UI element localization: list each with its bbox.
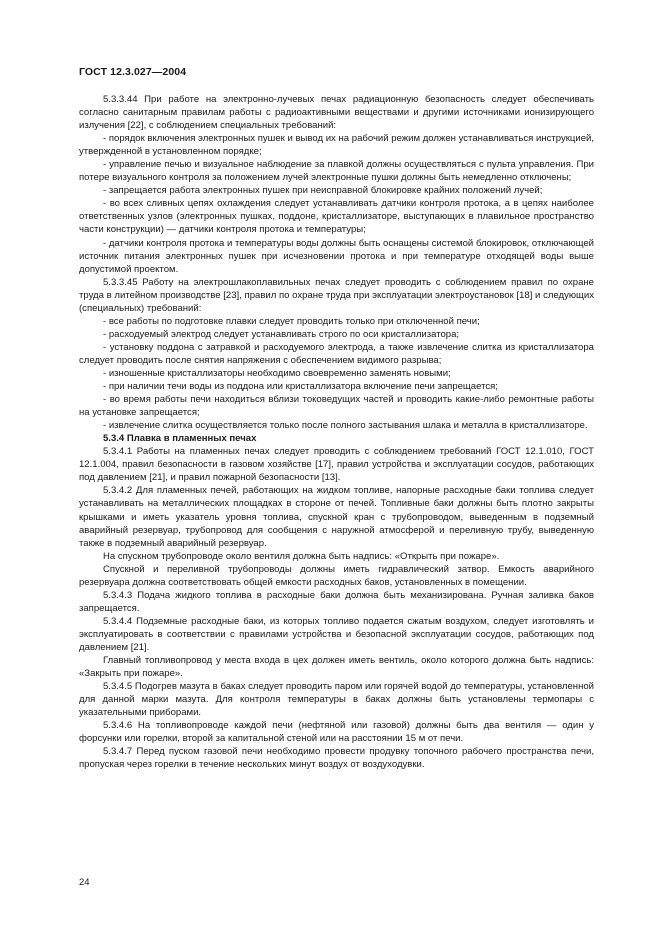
paragraph: 5.3.4.6 На топливопроводе каждой печи (нефтяной или газовой) должны быть два вентиля — один у форсунки или горелки, второй за капитальной стеной или на расстоянии 15 м от печи. xyxy=(79,720,594,745)
list-item: - во всех сливных цепях охлаждения следует устанавливать датчики контроля протока, а в цепях наиболее ответственных узлов (электронных пушках, поддоне, кристаллизаторе, выступающих в плавильное пространство части конструкции) — датчики контроля протока и температуры; xyxy=(79,198,594,236)
paragraph: 5.3.4.3 Подача жидкого топлива в расходные баки должна быть механизирована. Ручная заливка баков запрещается. xyxy=(79,589,594,614)
paragraph: Главный топливопровод у места входа в цех должен иметь вентиль, около которого должна быть надпись: «Закрыть при пожаре». xyxy=(79,655,594,680)
list-item: - датчики контроля протока и температуры воды должны быть оснащены системой блокировок, отключающей источник питания электронных пушек при исчезновении протока и при температуре отходящей воды выше допустимой проектом. xyxy=(79,237,594,275)
list-item: - запрещается работа электронных пушек при неисправной блокировке крайних положений лучей; xyxy=(103,185,543,197)
list-item: - установку поддона с затравкой и расходуемого электрода, а также извлечение слитка из кристаллизатора следует проводить после снятия напряжения с обеспечением видимого разрыва; xyxy=(79,341,594,366)
paragraph: 5.3.4.2 Для пламенных печей, работающих на жидком топливе, напорные расходные баки топлива следует устанавливать на металлических площадках в стороне от печей. Топливные баки должны быть плотно закрыты крышками и иметь указатель уровня топлива, спускной кран с трубопроводом, выведенным в подземный аварийный резервуар, трубопровод для сообщения с наружной атмосферой и переливную трубу, выведенную также в подземный аварийный резервуар. xyxy=(79,485,594,549)
paragraph: 5.3.4.7 Перед пуском газовой печи необходимо провести продувку топочного рабочего пространства печи, пропуская через горелки в течение нескольких минут воздух от воздуходувки. xyxy=(79,746,594,771)
list-item: - порядок включения электронных пушек и вывод их на рабочий режим должен устанавливаться инструкцией, утвержденной в установленном порядке; xyxy=(79,133,594,158)
list-item: - извлечение слитка осуществляется только после полного застывания шлака и металла в кристаллизаторе. xyxy=(103,420,588,432)
paragraph: 5.3.3.44 При работе на электронно-лучевых печах радиационную безопасность следует обеспечивать согласно санитарным правилам работы с радиоактивными веществами и другими источниками ионизирующего излучения [22], с соблюдением специальных требований: xyxy=(79,94,594,132)
document-body xyxy=(79,93,594,771)
list-item: - при наличии течи воды из поддона или кристаллизатора включение печи запрещается; xyxy=(103,381,498,393)
section-heading: 5.3.4 Плавка в пламенных печах xyxy=(103,433,257,445)
page-number: 24 xyxy=(79,877,90,888)
paragraph: 5.3.4.4 Подземные расходные баки, из которых топливо подается сжатым воздухом, следует изготовлять и эксплуатировать в соответствии с правилами устройства и безопасной эксплуатации сосудов, работающих под давлением [21]. xyxy=(79,615,594,653)
paragraph: 5.3.4.1 Работы на пламенных печах следует проводить с соблюдением требований ГОСТ 12.1.010, ГОСТ 12.1.004, правил безопасности в газовом хозяйстве [17], правил устройства и эксплуатации сосудов, работающих под давлением [21], и правил пожарной безопасности [13]. xyxy=(79,446,594,484)
paragraph: 5.3.3.45 Работу на электрошлакоплавильных печах следует проводить с соблюдением правил по охране труда в литейном производстве [23], правил по охране труда при эксплуатации электроустановок [18] и следующих (специальных) требований: xyxy=(79,276,594,314)
list-item: - расходуемый электрод следует устанавливать строго по оси кристаллизатора; xyxy=(103,328,460,340)
document-header: ГОСТ 12.3.027—2004 xyxy=(79,66,187,78)
list-item: - изношенные кристаллизаторы необходимо своевременно заменять новыми; xyxy=(103,367,451,379)
paragraph: На спускном трубопроводе около вентиля должна быть надпись: «Открыть при пожаре». xyxy=(103,550,500,562)
paragraph: 5.3.4.5 Подогрев мазута в баках следует проводить паром или горячей водой до температуры, установленной для данной марки мазута. Для контроля температуры в баках должны быть установлены термопары с указательными приборами. xyxy=(79,681,594,719)
list-item: - во время работы печи находиться вблизи токоведущих частей и проводить какие-либо ремонтные работы на установке запрещается; xyxy=(79,394,594,419)
list-item: - управление печью и визуальное наблюдение за плавкой должны осуществляться с пульта управления. При потере визуального контроля за положением лучей электронные пушки должны быть немедленно отключены; xyxy=(79,159,594,184)
paragraph: Спускной и переливной трубопроводы должны иметь гидравлический затвор. Емкость аварийного резервуара должна соответствовать общей емкости расходных баков, установленных в помещении. xyxy=(79,563,594,588)
list-item: - все работы по подготовке плавки следует проводить только при отключенной печи; xyxy=(103,315,480,327)
